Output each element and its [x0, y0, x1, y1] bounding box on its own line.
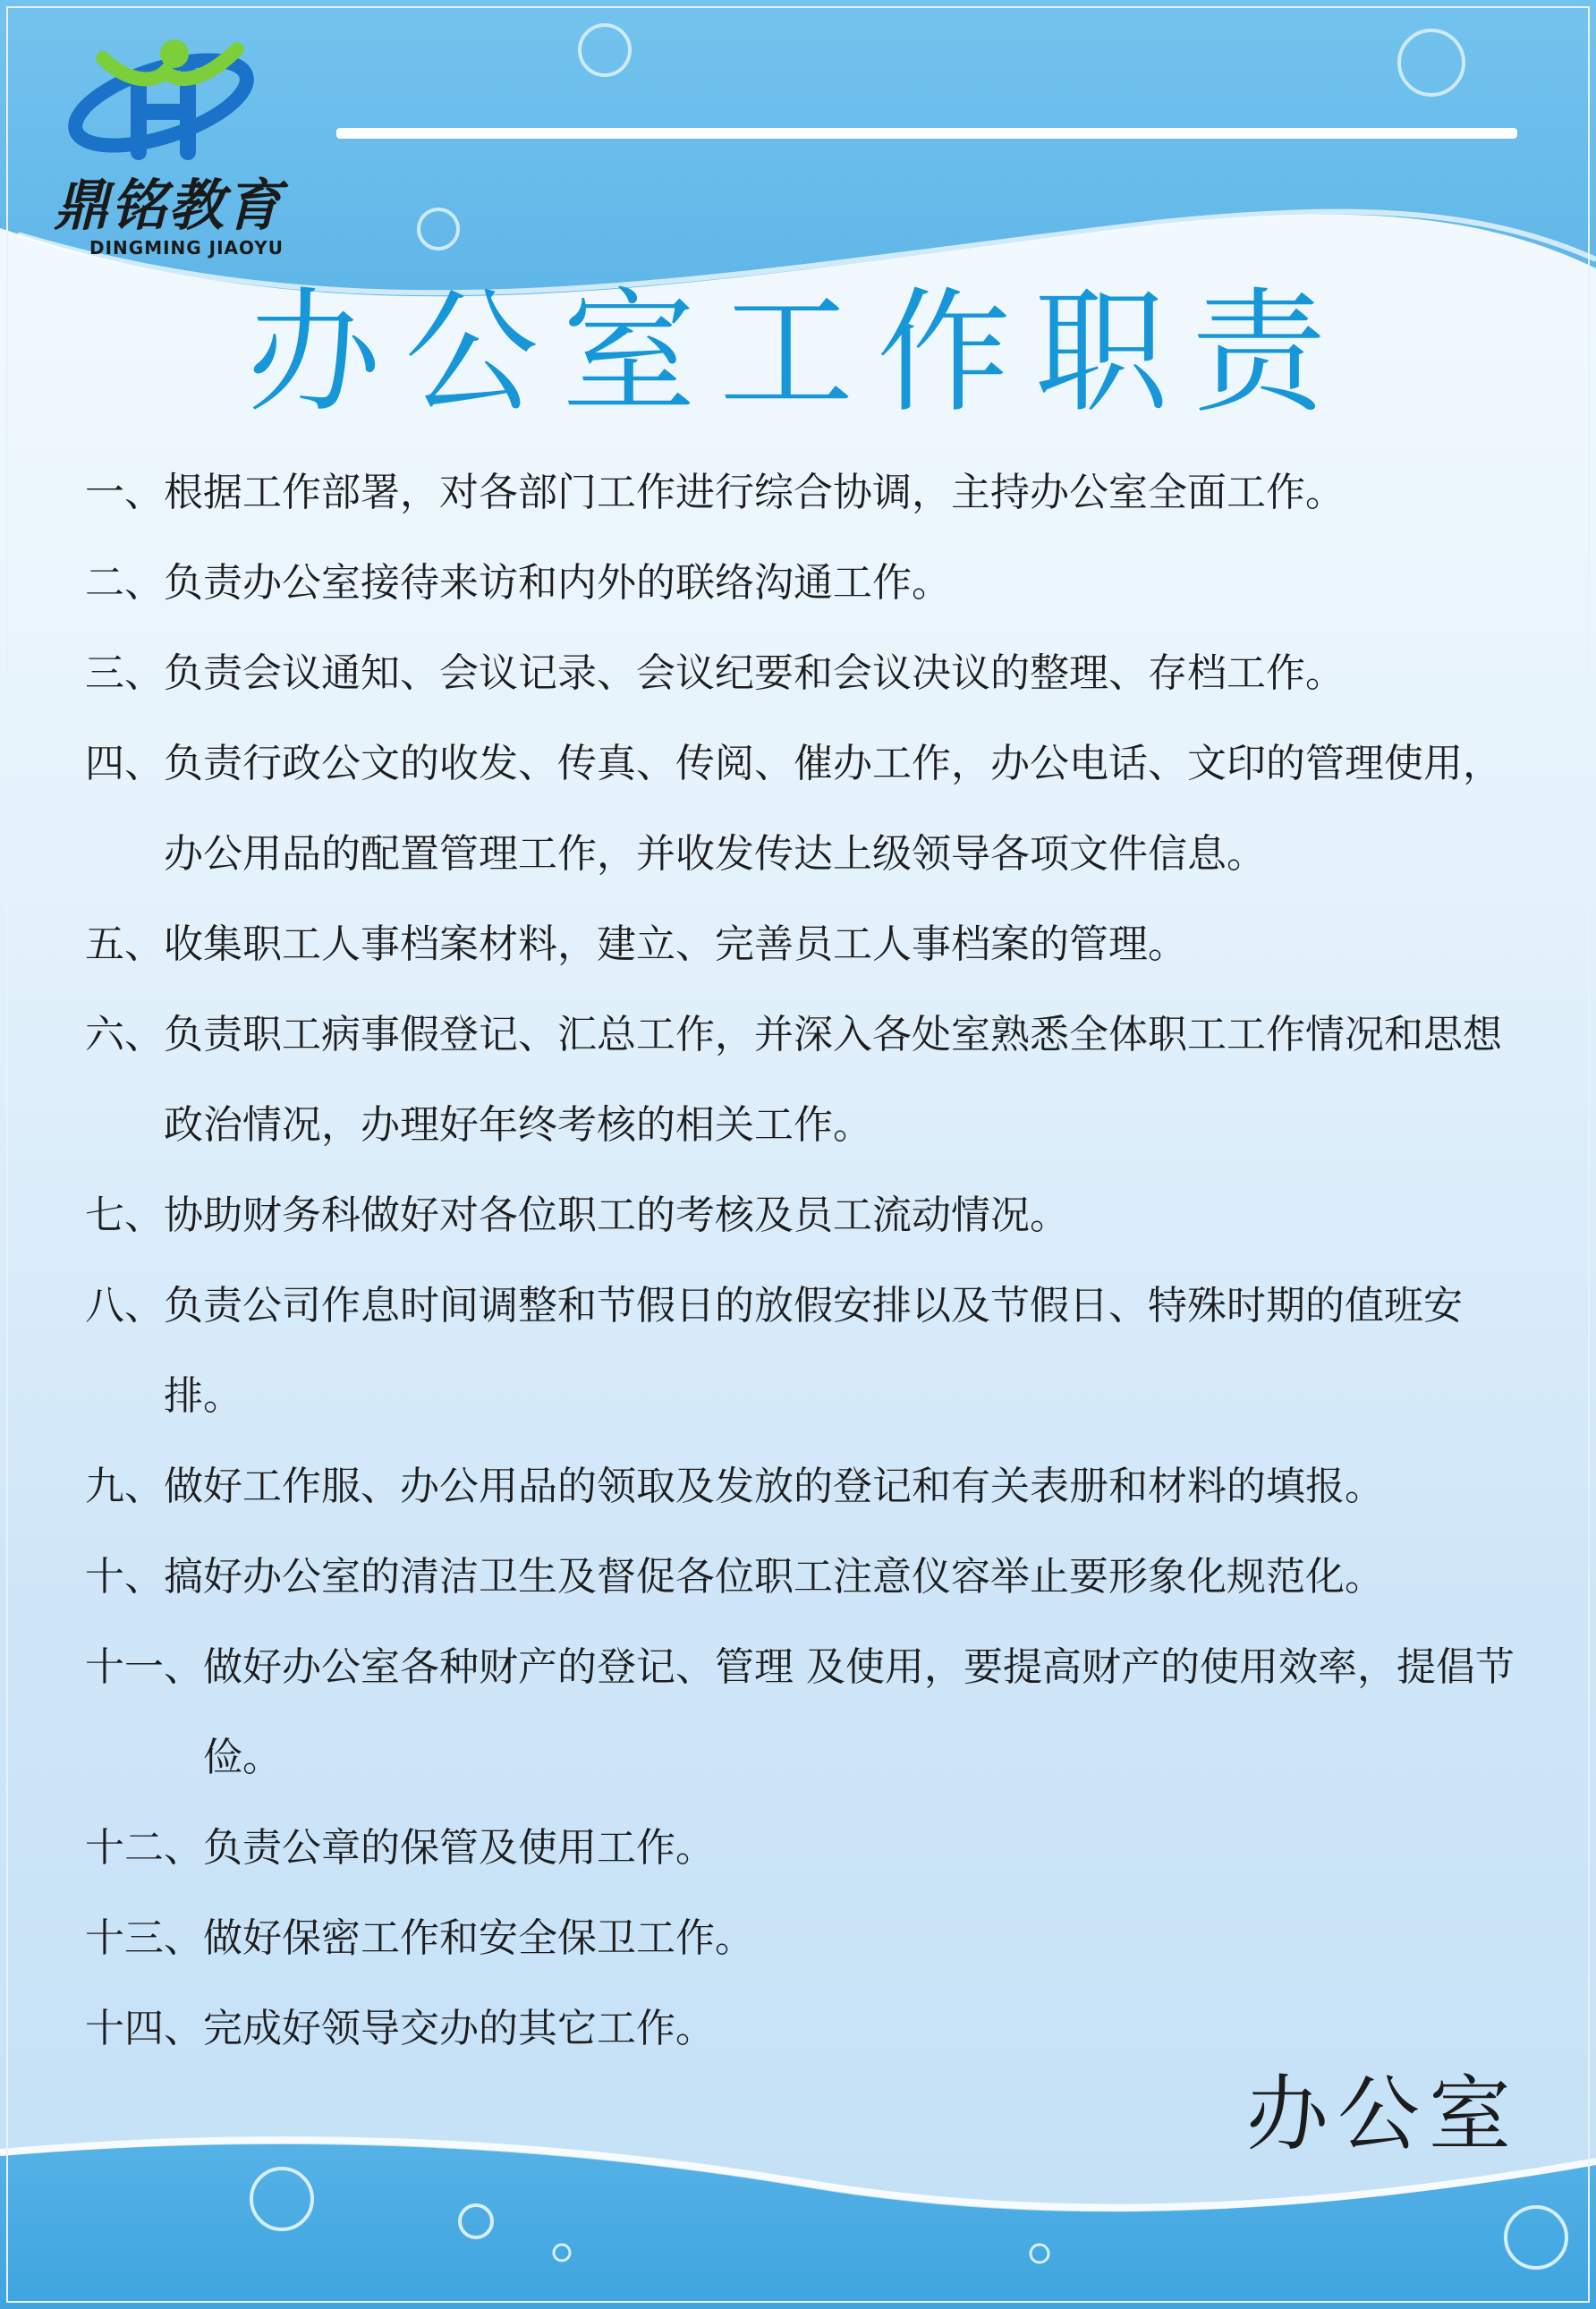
item-text: 做好保密工作和安全保卫工作。	[203, 1915, 754, 1961]
header-rule	[336, 128, 1517, 139]
item-text: 协助财务科做好对各位职工的考核及员工流动情况。	[164, 1193, 1069, 1238]
item-number: 二、	[85, 560, 164, 606]
item-text: 根据工作部署，对各部门工作进行综合协调，主持办公室全面工作。	[164, 470, 1345, 515]
item-number: 五、	[85, 921, 164, 967]
list-item	[85, 989, 1534, 1170]
item-text: 做好办公室各种财产的登记、管理 及使用，要提高财产的使用效率，提倡节俭。	[203, 1644, 1515, 1780]
item-text: 负责公章的保管及使用工作。	[203, 1825, 715, 1871]
item-number: 一、	[85, 470, 164, 515]
item-number: 十三、	[85, 1915, 203, 1961]
item-text: 完成好领导交办的其它工作。	[203, 2006, 715, 2051]
list-item	[85, 718, 1534, 899]
item-text: 搞好办公室的清洁卫生及督促各位职工注意仪容举止要形象化规范化。	[164, 1554, 1384, 1600]
bottom-wave-band	[0, 2144, 1596, 2309]
item-text: 负责办公室接待来访和内外的联络沟通工作。	[164, 560, 951, 606]
item-text: 负责职工病事假登记、汇总工作，并深入各处室熟悉全体职工工作情况和思想政治情况，办理好年终考核的相关工作。	[164, 1012, 1502, 1148]
brand-name-cn: 鼎铭教育	[54, 173, 284, 238]
item-text: 做好工作服、办公用品的领取及发放的登记和有关表册和材料的填报。	[164, 1464, 1384, 1509]
brand-name-en: DINGMING JIAOYU	[89, 237, 284, 259]
list-item	[85, 899, 1534, 989]
list-item	[85, 447, 1534, 538]
list-item	[85, 1441, 1534, 1532]
list-item	[85, 538, 1534, 628]
item-number: 八、	[85, 1283, 164, 1329]
duties-list	[85, 447, 1534, 2074]
item-number: 十四、	[85, 2006, 203, 2051]
item-text: 负责行政公文的收发、传真、传阅、催办工作，办公电话、文印的管理使用，办公用品的配置管理工作，并收发传达上级领导各项文件信息。	[164, 741, 1502, 877]
item-number: 七、	[85, 1193, 164, 1238]
list-item	[85, 1532, 1534, 1622]
item-number: 三、	[85, 650, 164, 696]
department-signature: 办公室	[1245, 2067, 1520, 2162]
brand-logo	[54, 18, 313, 259]
page-title: 办公室工作职责	[246, 276, 1349, 431]
list-item	[85, 1261, 1534, 1441]
dingming-logo-icon	[54, 18, 313, 170]
list-item	[85, 1893, 1534, 1983]
list-item	[85, 1170, 1534, 1261]
item-number: 十二、	[85, 1825, 203, 1871]
item-number: 十一、	[85, 1644, 203, 1690]
item-text: 负责公司作息时间调整和节假日的放假安排以及节假日、特殊时期的值班安排。	[164, 1283, 1463, 1419]
list-item	[85, 628, 1534, 718]
list-item	[85, 1803, 1534, 1893]
item-number: 九、	[85, 1464, 164, 1509]
item-number: 四、	[85, 741, 164, 786]
item-number: 十、	[85, 1554, 164, 1600]
item-text: 负责会议通知、会议记录、会议纪要和会议决议的整理、存档工作。	[164, 650, 1345, 696]
list-item	[85, 1622, 1534, 1803]
item-number: 六、	[85, 1012, 164, 1057]
item-text: 收集职工人事档案材料，建立、完善员工人事档案的管理。	[164, 921, 1187, 967]
